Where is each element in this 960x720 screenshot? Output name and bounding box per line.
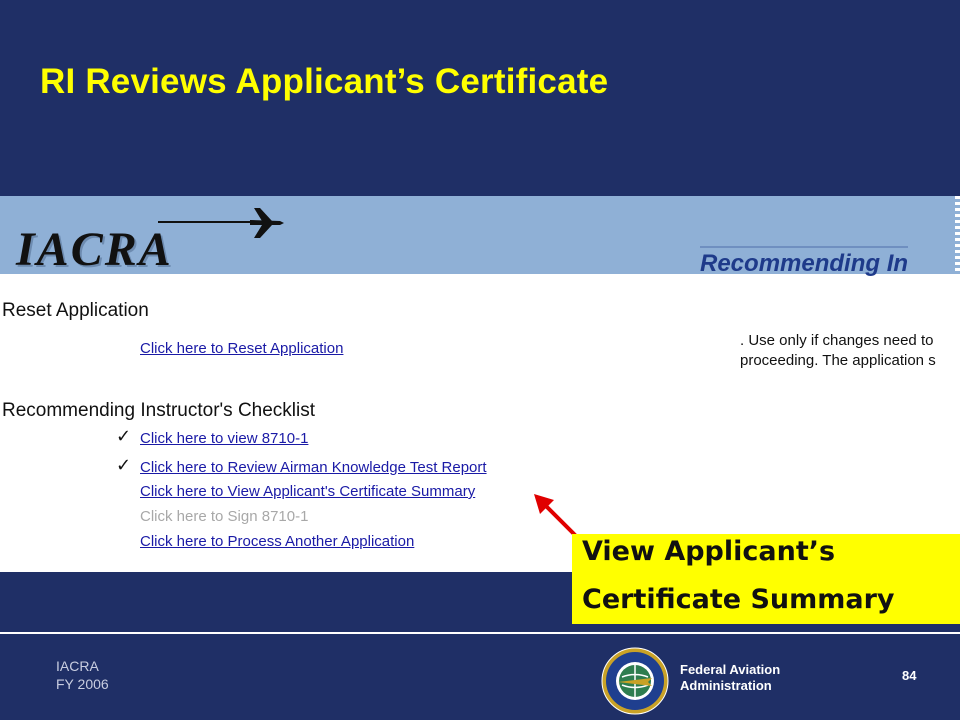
footer-divider	[0, 632, 960, 634]
footer-agency	[680, 662, 780, 694]
agency-line-1: Federal Aviation	[680, 662, 781, 677]
faa-seal-icon	[600, 646, 670, 716]
footer-year: FY 2006	[56, 676, 109, 692]
checkmark-icon: ✓	[116, 426, 132, 447]
agency-line-2: Administration	[680, 678, 772, 693]
view-8710-link[interactable]: Click here to view 8710-1	[140, 430, 309, 447]
app-page-title: Recommending In	[700, 246, 908, 278]
view-certificate-summary-link[interactable]: Click here to View Applicant's Certificate Summary	[140, 483, 476, 500]
reset-application-link[interactable]: Click here to Reset Application	[140, 340, 344, 357]
footer-left	[56, 657, 109, 693]
slide-title: RI Reviews Applicant’s Certificate	[40, 62, 609, 101]
callout-box	[572, 534, 960, 624]
checkmark-icon: ✓	[116, 455, 132, 476]
reset-section-heading: Reset Application	[2, 300, 149, 321]
callout-line-2: Certificate Summary	[582, 584, 895, 615]
checklist-heading: Recommending Instructor's Checklist	[2, 400, 316, 421]
logo-text: IACRA	[16, 223, 173, 276]
reset-info-line-2: proceeding. The application s	[740, 352, 936, 369]
footer-program: IACRA	[56, 658, 99, 674]
process-another-application-link[interactable]: Click here to Process Another Application	[140, 533, 415, 550]
callout-line-1: View Applicant’s	[582, 536, 836, 567]
page-number: 84	[902, 668, 917, 683]
sign-8710-link: Click here to Sign 8710-1	[140, 508, 309, 525]
review-knowledge-test-link[interactable]: Click here to Review Airman Knowledge Test Report	[140, 459, 487, 476]
reset-info-line-1: . Use only if changes need to	[740, 332, 934, 349]
